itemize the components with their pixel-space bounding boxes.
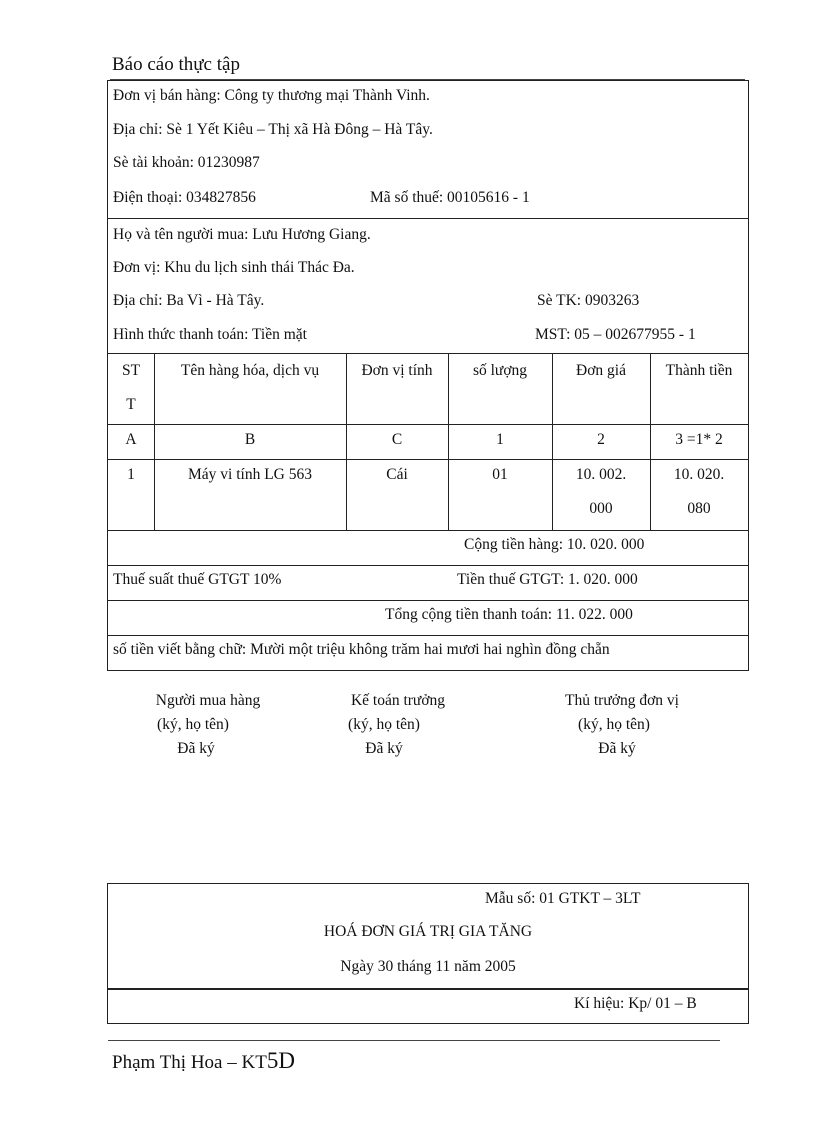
signature-director-status: Đã ký xyxy=(598,740,636,757)
seller-unit: Đơn vị bán hàng: Công ty thương mại Thành Vinh. xyxy=(113,87,430,104)
goods-total: Cộng tiền hàng: 10. 020. 000 xyxy=(464,536,645,553)
item-total-divider xyxy=(108,530,748,531)
header-stt-line2: T xyxy=(126,396,136,413)
code-unit: C xyxy=(391,431,403,448)
buyer-account: Sè TK: 0903263 xyxy=(537,292,640,309)
grand-words-divider xyxy=(108,635,748,636)
item-name: Máy vi tính LG 563 xyxy=(188,466,312,483)
signature-accountant-status: Đã ký xyxy=(365,740,403,757)
buyer-name: Họ và tên người mua: Lưu Hương Giang. xyxy=(113,226,371,243)
invoice-date: Ngày 30 tháng 11 năm 2005 xyxy=(340,958,516,975)
code-stt: A xyxy=(125,431,137,448)
item-price-line2: 000 xyxy=(589,500,613,517)
header-item-name: Tên hàng hóa, dịch vụ xyxy=(180,362,320,379)
signature-director-note: (ký, họ tên) xyxy=(578,716,650,733)
code-price: 2 xyxy=(597,431,605,448)
code-name: B xyxy=(244,431,256,448)
buyer-tax-code: MST: 05 – 002677955 - 1 xyxy=(535,326,696,343)
invoice-table xyxy=(107,80,749,671)
buyer-address: Địa chỉ: Ba Vì - Hà Tây. xyxy=(113,292,265,309)
header-quantity: số lượng xyxy=(472,362,528,379)
signature-director-title: Thủ trưởng đơn vị xyxy=(565,692,679,709)
signature-buyer-note: (ký, họ tên) xyxy=(157,716,229,733)
invoice-box-divider xyxy=(108,988,748,990)
item-amount-line1: 10. 020. xyxy=(673,466,725,483)
code-amount: 3 =1* 2 xyxy=(675,431,723,448)
vat-amount: Tiền thuế GTGT: 1. 020. 000 xyxy=(457,571,638,588)
buyer-unit: Đơn vị: Khu du lịch sinh thái Thác Đa. xyxy=(113,259,355,276)
amount-in-words: số tiền viết bằng chữ: Mười một triệu không trăm hai mươi hai nghìn đồng chẵn xyxy=(113,641,610,658)
code-row-divider xyxy=(108,459,748,460)
grand-total: Tổng cộng tiền thanh toán: 11. 022. 000 xyxy=(385,606,633,623)
signature-buyer-title: Người mua hàng xyxy=(155,692,261,709)
total-vat-divider xyxy=(108,565,748,566)
footer-divider xyxy=(108,1040,720,1041)
invoice-symbol: Kí hiệu: Kp/ 01 – B xyxy=(574,995,697,1012)
code-qty: 1 xyxy=(496,431,504,448)
footer-author xyxy=(112,1048,295,1074)
header-unit: Đơn vị tính xyxy=(361,362,433,379)
header-unit-price: Đơn giá xyxy=(576,362,626,379)
vat-grand-divider xyxy=(108,600,748,601)
buyer-table-divider xyxy=(108,353,748,354)
seller-tax-code: Mã số thuế: 00105616 - 1 xyxy=(370,189,530,206)
header-stt-line1: ST xyxy=(121,362,141,379)
footer-class: 5D xyxy=(266,1048,295,1073)
signature-buyer-status: Đã ký xyxy=(177,740,215,757)
header-code-divider xyxy=(108,424,748,425)
item-price-line1: 10. 002. xyxy=(575,466,627,483)
seller-account: Sè tài khoản: 01230987 xyxy=(113,154,260,171)
item-unit: Cái xyxy=(386,466,408,483)
invoice-header-box xyxy=(107,883,749,1024)
item-stt: 1 xyxy=(127,466,135,483)
seller-phone: Điện thoại: 034827856 xyxy=(113,189,256,206)
report-title: Báo cáo thực tập xyxy=(112,54,240,75)
signature-accountant-title: Kế toán trưởng xyxy=(350,692,446,709)
form-number: Mẫu số: 01 GTKT – 3LT xyxy=(485,890,641,907)
vat-rate: Thuế suất thuế GTGT 10% xyxy=(113,571,282,588)
invoice-title: HOÁ ĐƠN GIÁ TRỊ GIA TĂNG xyxy=(323,923,533,940)
footer-author-name: Phạm Thị Hoa – KT xyxy=(112,1052,267,1073)
item-quantity: 01 xyxy=(492,466,508,483)
signature-accountant-note: (ký, họ tên) xyxy=(348,716,420,733)
seller-buyer-divider xyxy=(108,218,748,219)
seller-address: Địa chỉ: Sè 1 Yết Kiêu – Thị xã Hà Đông – Hà Tây. xyxy=(113,121,433,138)
buyer-payment: Hình thức thanh toán: Tiền mặt xyxy=(113,326,307,343)
item-amount-line2: 080 xyxy=(687,500,711,517)
header-amount: Thành tiền xyxy=(665,362,733,379)
